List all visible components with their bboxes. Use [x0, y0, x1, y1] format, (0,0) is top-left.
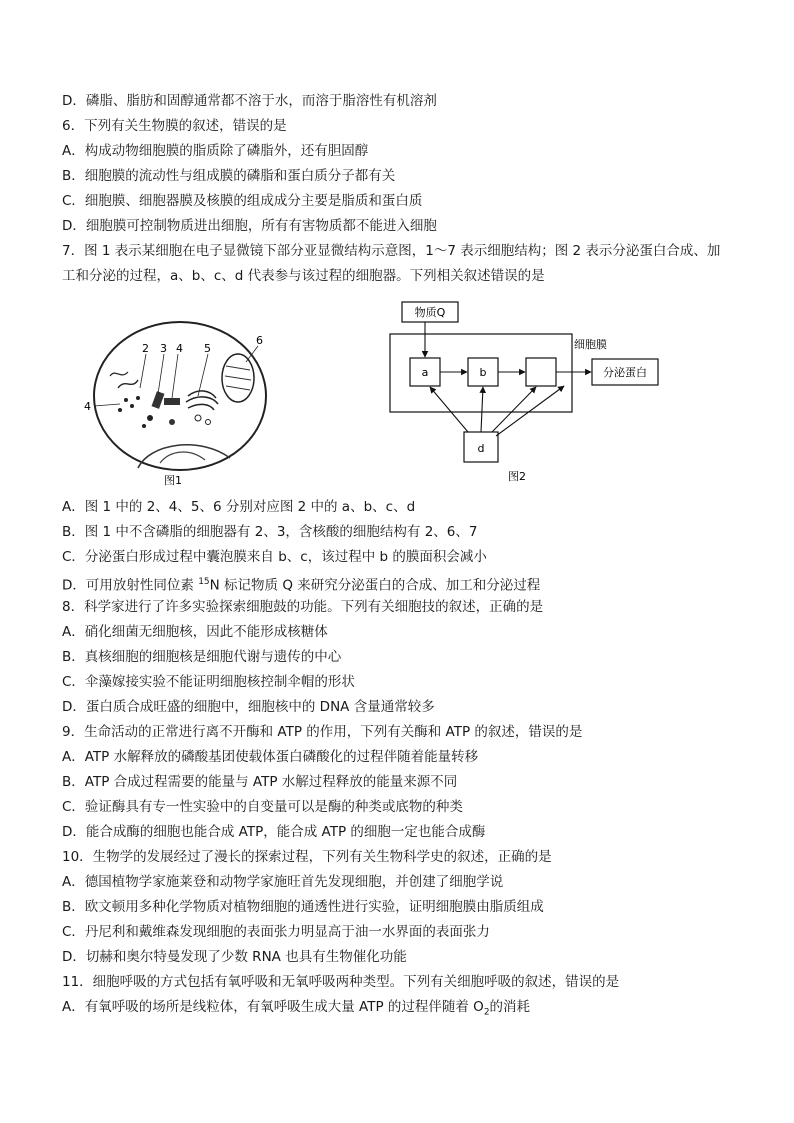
q8-option-a: A．硝化细菌无细胞核，因此不能形成核糖体	[62, 624, 328, 640]
q7-option-d: D．可用放射性同位素 $^{15}$N 标记物质 Q 来研究分泌蛋白的合成、加工和分泌过程	[62, 577, 541, 594]
q8-option-d: D．蛋白质合成旺盛的细胞中，细胞核中的 DNA 含量通常较多	[62, 699, 435, 715]
q6-option-b: B．细胞膜的流动性与组成膜的磷脂和蛋白质分子都有关	[62, 168, 396, 184]
fig1-label-5: 5	[204, 342, 211, 355]
q10-option-d: D．切赫和奥尔特曼发现了少数 RNA 也具有生物催化功能	[62, 949, 407, 965]
q6-option-a: A．构成动物细胞膜的脂质除了磷脂外，还有胆固醇	[62, 143, 369, 159]
secreted-protein-label: 分泌蛋白	[603, 366, 647, 379]
q10-option-a: A．德国植物学家施莱登和动物学家施旺首先发现细胞，并创建了细胞学说	[62, 874, 504, 890]
q7-option-b: B．图 1 中不含磷脂的细胞器有 2、3，含核酸的细胞结构有 2、6、7	[62, 524, 478, 540]
q10-option-c: C．丹尼利和戴维森发现细胞的表面张力明显高于油一水界面的表面张力	[62, 924, 490, 940]
q9-option-a: A．ATP 水解释放的磷酸基团使载体蛋白磷酸化的过程伴随着能量转移	[62, 749, 479, 765]
organelle-b-label: b	[479, 366, 487, 379]
golgi	[186, 391, 218, 410]
q8-option-b: B．真核细胞的细胞核是细胞代谢与遗传的中心	[62, 649, 342, 665]
organelle-a-label: a	[421, 366, 429, 379]
q6-option-d: D．细胞膜可控制物质进出细胞，所有有害物质都不能进入细胞	[62, 218, 437, 234]
endoplasmic-reticulum	[118, 380, 138, 388]
fig1-label-4-left: 4	[84, 400, 91, 413]
figure-1-cell-diagram	[80, 318, 280, 490]
q7-option-a: A．图 1 中的 2、4、5、6 分别对应图 2 中的 a、b、c、d	[62, 499, 416, 515]
q11-stem: 11．细胞呼吸的方式包括有氧呼吸和无氧呼吸两种类型。下列有关细胞呼吸的叙述，错误的是	[62, 974, 620, 990]
q5-option-d: D．磷脂、脂肪和固醇通常都不溶于水，而溶于脂溶性有机溶剂	[62, 93, 437, 109]
fig1-label-6: 6	[256, 334, 263, 347]
q9-option-c: C．验证酶具有专一性实验中的自变量可以是酶的种类或底物的种类	[62, 799, 463, 815]
organelle-c-box	[526, 358, 556, 386]
q7-option-c: C．分泌蛋白形成过程中囊泡膜来自 b、c，该过程中 b 的膜面积会减小	[62, 549, 487, 565]
cell-membrane-label: 细胞膜	[574, 338, 607, 351]
q10-option-b: B．欧文顿用多种化学物质对植物细胞的通透性进行实验，证明细胞膜由脂质组成	[62, 899, 544, 915]
q7-stem-line2: 工和分泌的过程，a、b、c、d 代表参与该过程的细胞器。下列相关叙述错误的是	[62, 268, 545, 284]
substance-q-label: 物质Q	[414, 306, 446, 319]
fig1-label-4-top: 4	[176, 342, 183, 355]
nucleus-edge	[138, 445, 230, 468]
fig1-caption: 图1	[164, 474, 182, 487]
q8-stem: 8．科学家进行了许多实验探索细胞鼓的功能。下列有关细胞技的叙述，正确的是	[62, 599, 544, 615]
q7-stem-line1: 7．图 1 表示某细胞在电子显微镜下部分亚显微结构示意图，1～7 表示细胞结构；图 2 表示分泌蛋白合成、加	[62, 243, 721, 259]
q9-option-b: B．ATP 合成过程需要的能量与 ATP 水解过程释放的能量来源不同	[62, 774, 458, 790]
q11-option-a: A．有氧呼吸的场所是线粒体，有氧呼吸生成大量 ATP 的过程伴随着 $O_2$的消耗	[62, 999, 531, 1018]
q9-option-d: D．能合成酶的细胞也能合成 ATP，能合成 ATP 的细胞一定也能合成酶	[62, 824, 486, 840]
q9-stem: 9．生命活动的正常进行离不开酶和 ATP 的作用，下列有关酶和 ATP 的叙述，错误的是	[62, 724, 583, 740]
fig2-caption: 图2	[508, 470, 526, 483]
fig1-label-3: 3	[160, 342, 167, 355]
q8-option-c: C．伞藻嫁接实验不能证明细胞核控制伞帽的形状	[62, 674, 355, 690]
organelle-d-label: d	[477, 442, 485, 455]
q6-stem: 6．下列有关生物膜的叙述，错误的是	[62, 118, 287, 134]
fig1-label-2: 2	[142, 342, 149, 355]
q10-stem: 10．生物学的发展经过了漫长的探索过程，下列有关生物科学史的叙述，正确的是	[62, 849, 552, 865]
figure-2-secretion-diagram	[388, 300, 703, 490]
q6-option-c: C．细胞膜、细胞器膜及核膜的组成成分主要是脂质和蛋白质	[62, 193, 423, 209]
